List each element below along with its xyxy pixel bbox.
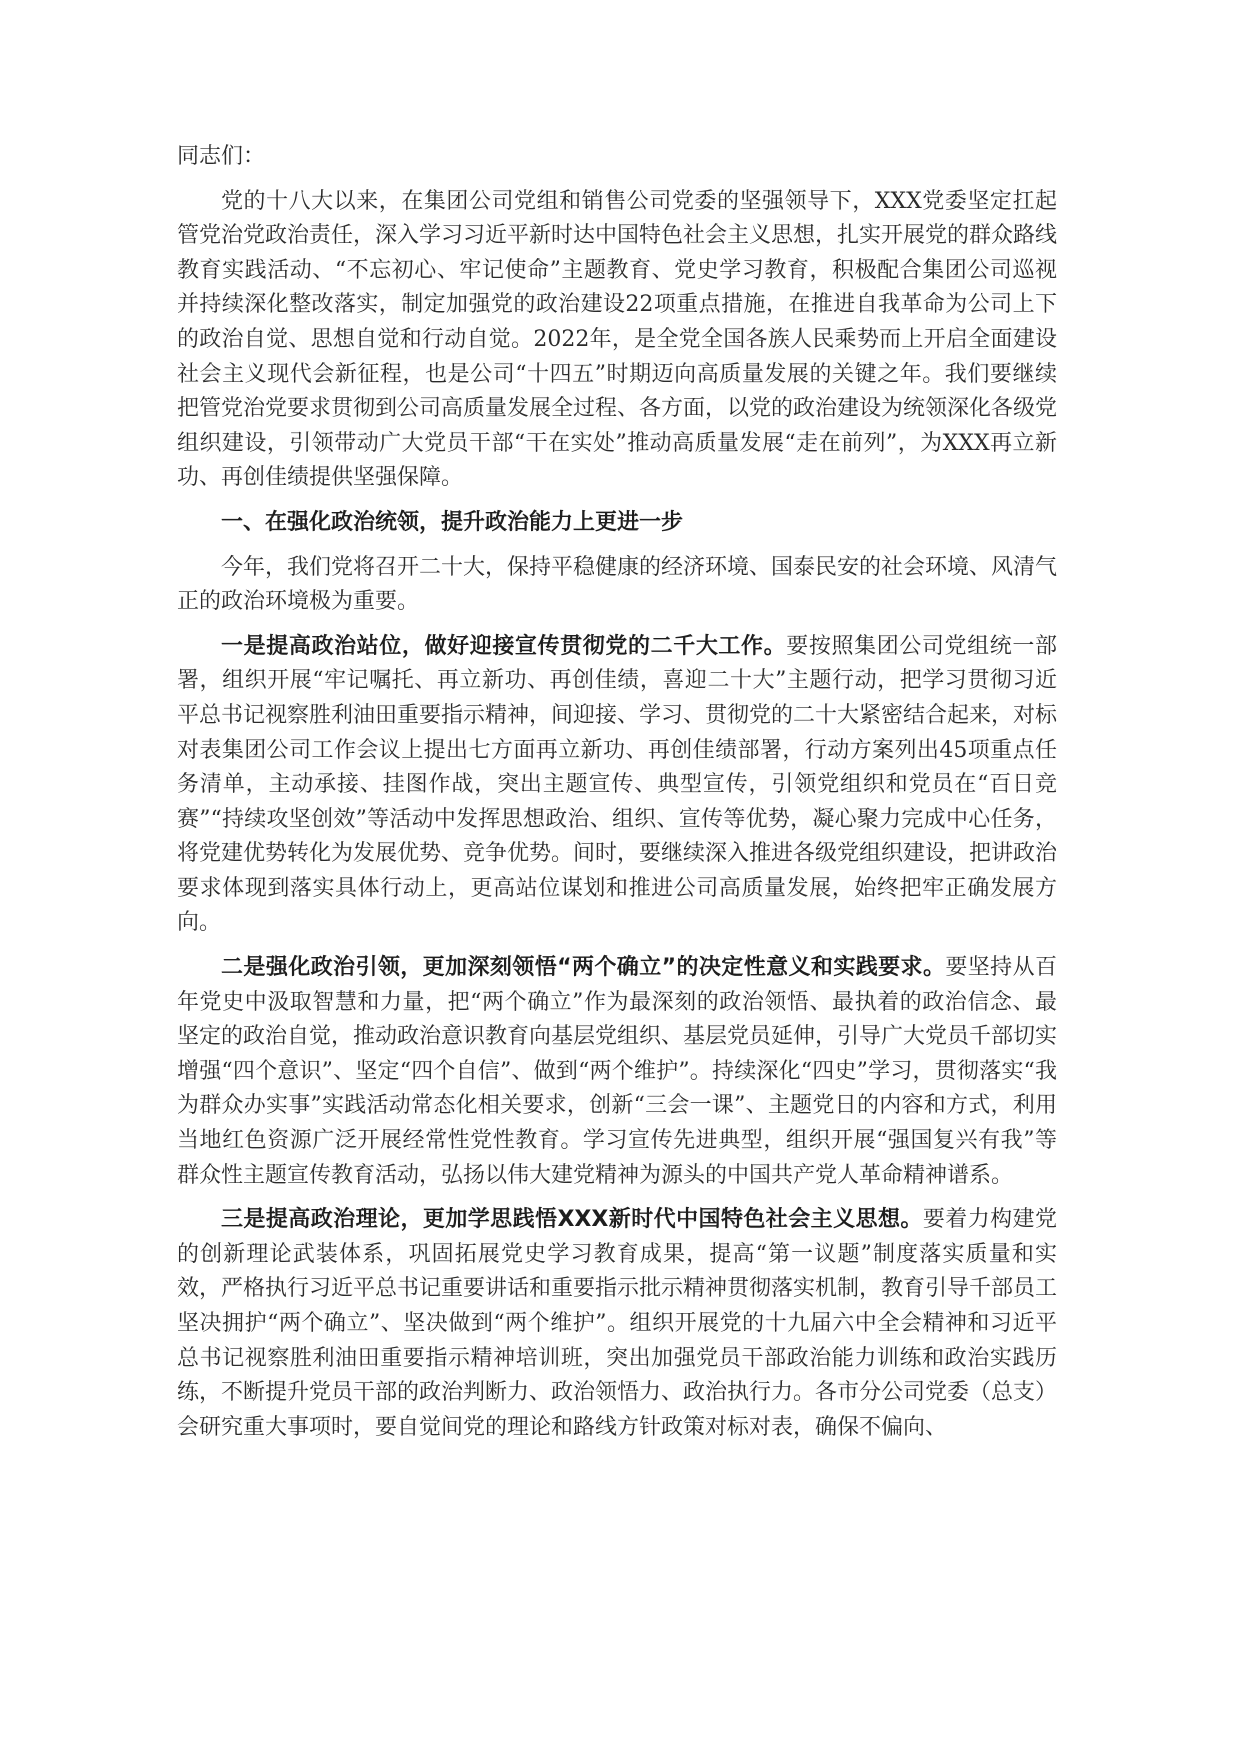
- point-lead-2: 二是强化政治引领，更加深刻领悟“两个确立”的决定性意义和实践要求。: [221, 955, 946, 981]
- section-heading: 一、在强化政治统领，提升政治能力上更进一步: [221, 509, 684, 535]
- salutation: 同志们：: [177, 144, 266, 169]
- point-lead-1: 一是提高政治站位，做好迎接宣传贯彻党的二千大工作。: [221, 633, 787, 659]
- point-paragraph-1: [177, 630, 1057, 941]
- point-body-1: 要按照集团公司党组统一部署，组织开展“牢记嘱托、再立新功、再创佳绩，喜迎二十大”主题行动，把学习贯彻习近平总书记视察胜利油田重要指示精神，间迎接、学习、贯彻党的二十大紧密结合起来，对标对表集团公司工作会议上提出七方面再立新功、再创佳绩部署，行动方案列出45项重点任务清单，主动承接、挂图作战，突出主题宣传、典型宣传，引领党组织和党员在“百日竞赛”“持续攻坚创效”等活动中发挥思想政治、组织、宣传等优势，凝心聚力完成中心任务，将党建优势转化为发展优势、竞争优势。间时，要继续深入推进各级党组织建设，把讲政治要求体现到落实具体行动上，更高站位谋划和推进公司高质量发展，始终把牢正确发展方向。: [177, 633, 1058, 936]
- point-lead-3: 三是提高政治理论，更加学思践悟XXX新时代中国特色社会主义思想。: [221, 1207, 923, 1233]
- point-body-2: 要坚持从百年党史中汲取智慧和力量，把“两个确立”作为最深刻的政治领悟、最执着的政治信念、最坚定的政治自觉，推动政治意识教育向基层党组织、基层党员延伸，引导广大党员千部切实增强“四个意识”、坚定“四个自信”、做到“两个维护”。持续深化“四史”学习，贯彻落实“我为群众办实事”实践活动常态化相关要求，创新“三会一课”、主题党日的内容和方式，利用当地红色资源广泛开展经常性党性教育。学习宣传先进典型，组织开展“强国复兴有我”等群众性主题宣传教育活动，弘扬以伟大建党精神为源头的中国共产党人革命精神谱系。: [177, 955, 1058, 1188]
- point-body-3: 要着力构建党的创新理论武装体系，巩固拓展党史学习教育成果，提高“第一议题”制度落实质量和实效，严格执行习近平总书记重要讲话和重要指示批示精神贯彻落实机制，教育引导千部员工坚决拥护“两个确立”、坚决做到“两个维护”。组织开展党的十九届六中全会精神和习近平总书记视察胜利油田重要指示精神培训班，突出加强党员干部政治能力训练和政治实践历练，不断提升党员干部的政治判断力、政治领悟力、政治执行力。各市分公司党委（总支）会研究重大事项时，要自觉间党的理论和路线方针政策对标对表，确保不偏向、: [177, 1207, 1058, 1440]
- point-paragraph-3: [177, 1203, 1057, 1445]
- document-body: [177, 140, 1057, 1455]
- point-paragraph-2: [177, 951, 1057, 1193]
- section-intro-paragraph: 今年，我们党将召开二十大，保持平稳健康的经济环境、国泰民安的社会环境、风清气正的政治环境极为重要。: [177, 554, 1058, 615]
- intro-paragraph: 党的十八大以来，在集团公司党组和销售公司党委的坚强领导下，XXX党委坚定扛起管党治党政治责任，深入学习习近平新时达中国特色社会主义思想，扎实开展党的群众路线教育实践活动、“不忘初心、牢记使命”主题教育、党史学习教育，积极配合集团公司巡视并持续深化整改落实，制定加强党的政治建设22项重点措施，在推进自我革命为公司上下的政治自觉、思想自觉和行动自觉。2022年，是全党全国各族人民乘势而上开启全面建设社会主义现代会新征程，也是公司“十四五”时期迈向高质量发展的关键之年。我们要继续把管党治党要求贯彻到公司高质量发展全过程、各方面，以党的政治建设为统领深化各级党组织建设，引领带动广大党员干部“干在实处”推动高质量发展“走在前列”，为XXX再立新功、再创佳绩提供坚强保障。: [177, 188, 1058, 491]
